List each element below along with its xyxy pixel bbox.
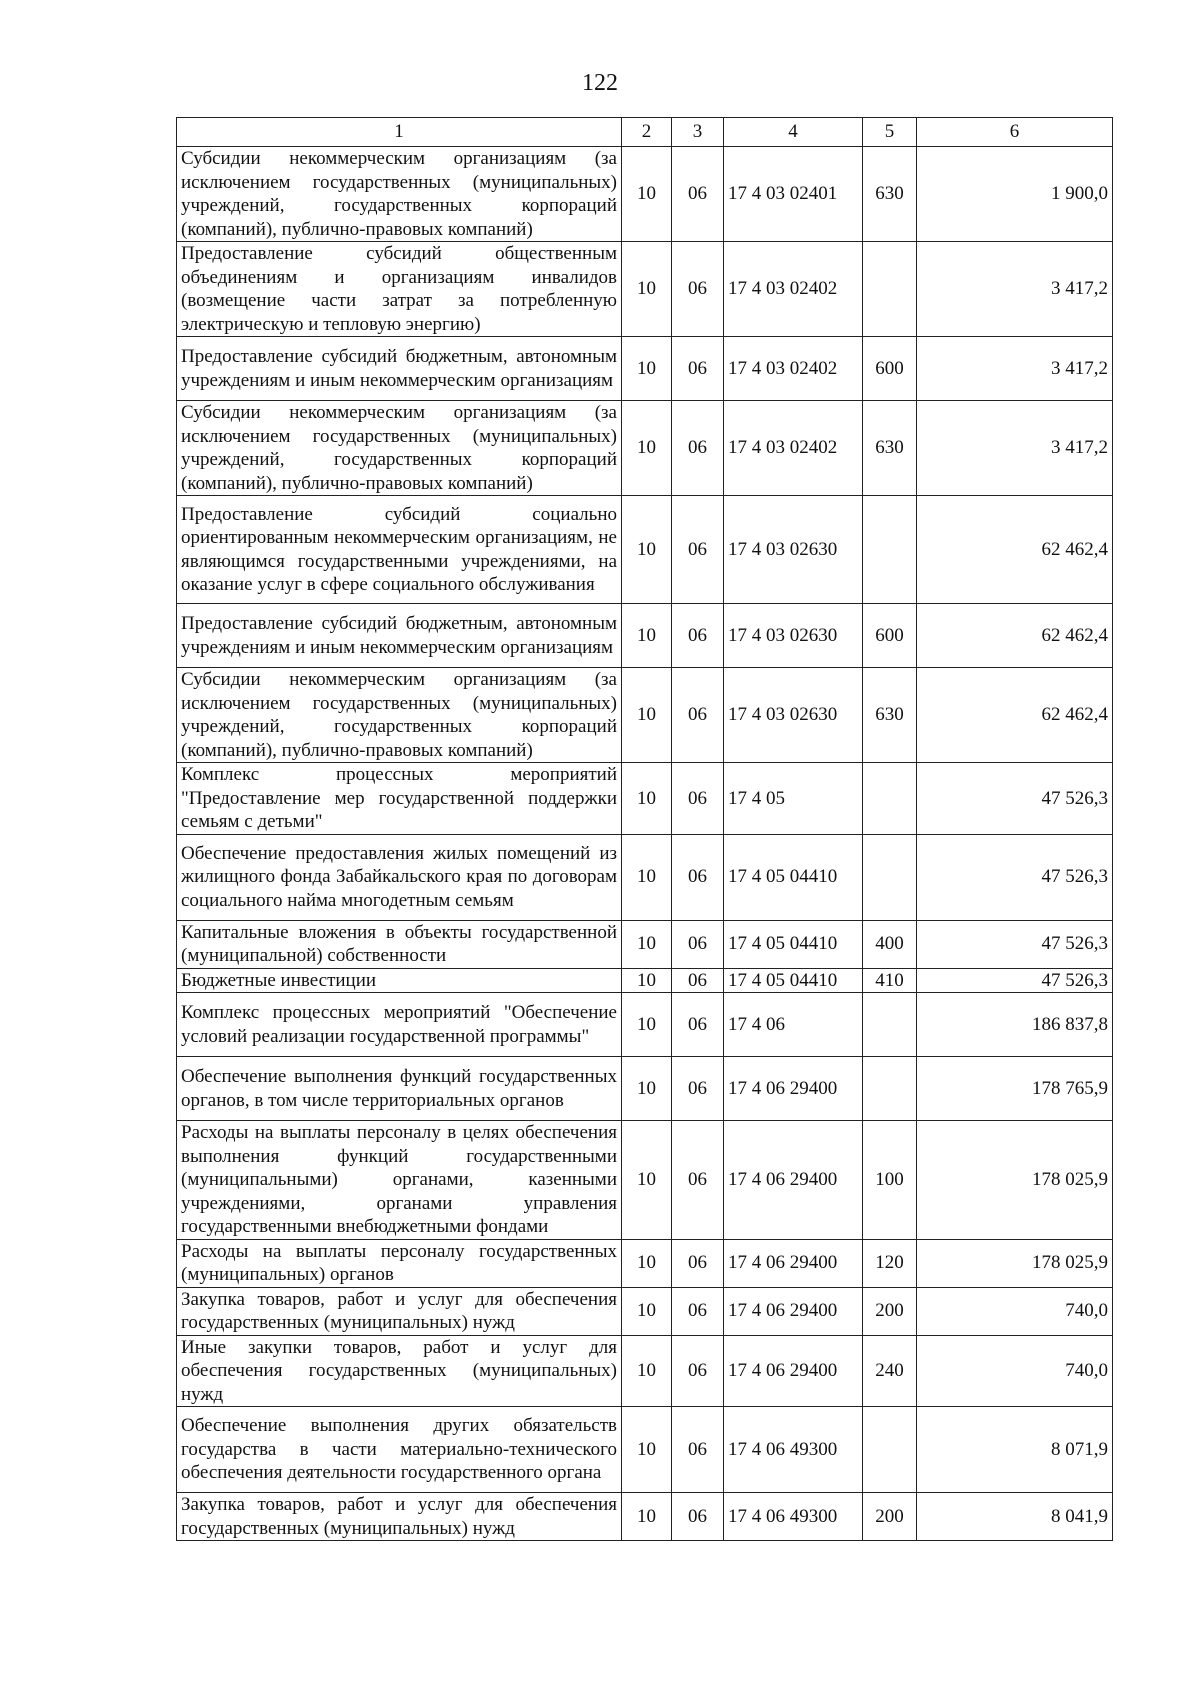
table-row [177,1335,1113,1407]
row-target-code: 17 4 06 49300 [724,1407,863,1493]
row-section: 10 [622,242,672,337]
table-row [177,147,1113,242]
column-header-3: 3 [672,118,724,147]
row-name: Обеспечение предоставления жилых помещений из жилищного фонда Забайкальского края по договорам социального найма многодетным семьям [177,834,622,920]
row-section: 10 [622,1239,672,1287]
row-subsection: 06 [672,401,724,496]
row-amount: 47 526,3 [917,763,1113,835]
row-name: Комплекс процессных мероприятий "Обеспечение условий реализации государственной программы" [177,993,622,1057]
row-section: 10 [622,1493,672,1541]
row-amount: 740,0 [917,1335,1113,1407]
row-expense-type: 100 [863,1121,917,1240]
row-target-code: 17 4 03 02402 [724,401,863,496]
row-amount: 178 025,9 [917,1121,1113,1240]
row-amount: 47 526,3 [917,834,1113,920]
row-subsection: 06 [672,993,724,1057]
row-name: Расходы на выплаты персоналу в целях обеспечения выполнения функций государственными (муниципальными) органами, казенными учреждениями, органами управления государственными внебюджетными фондами [177,1121,622,1240]
row-amount: 62 462,4 [917,604,1113,668]
row-section: 10 [622,496,672,604]
row-section: 10 [622,401,672,496]
row-subsection: 06 [672,834,724,920]
row-target-code: 17 4 06 29400 [724,1239,863,1287]
row-name: Комплекс процессных мероприятий "Предоставление мер государственной поддержки семьям с детьми" [177,763,622,835]
row-expense-type [863,834,917,920]
row-name: Субсидии некоммерческим организациям (за исключением государственных (муниципальных) учреждений, государственных корпораций (компаний), публично-правовых компаний) [177,147,622,242]
row-expense-type: 630 [863,401,917,496]
row-subsection: 06 [672,968,724,993]
row-expense-type: 200 [863,1287,917,1335]
row-target-code: 17 4 03 02402 [724,242,863,337]
budget-table [176,117,1113,1541]
table-row [177,763,1113,835]
row-target-code: 17 4 06 [724,993,863,1057]
row-target-code: 17 4 06 29400 [724,1121,863,1240]
row-section: 10 [622,993,672,1057]
row-section: 10 [622,1287,672,1335]
table-row [177,968,1113,993]
row-name: Субсидии некоммерческим организациям (за исключением государственных (муниципальных) учреждений, государственных корпораций (компаний), публично-правовых компаний) [177,668,622,763]
row-target-code: 17 4 05 04410 [724,968,863,993]
row-target-code: 17 4 05 [724,763,863,835]
row-section: 10 [622,147,672,242]
row-expense-type: 240 [863,1335,917,1407]
row-section: 10 [622,834,672,920]
row-name: Предоставление субсидий бюджетным, автономным учреждениям и иным некоммерческим организациям [177,604,622,668]
row-name: Обеспечение выполнения других обязательств государства в части материально-технического обеспечения деятельности государственного органа [177,1407,622,1493]
row-target-code: 17 4 05 04410 [724,920,863,968]
row-subsection: 06 [672,147,724,242]
row-section: 10 [622,337,672,401]
row-amount: 740,0 [917,1287,1113,1335]
row-target-code: 17 4 03 02402 [724,337,863,401]
row-amount: 3 417,2 [917,401,1113,496]
table-row [177,1287,1113,1335]
row-amount: 47 526,3 [917,968,1113,993]
row-section: 10 [622,920,672,968]
table-row [177,401,1113,496]
row-subsection: 06 [672,1493,724,1541]
row-target-code: 17 4 05 04410 [724,834,863,920]
row-target-code: 17 4 03 02401 [724,147,863,242]
row-amount: 186 837,8 [917,993,1113,1057]
row-name: Предоставление субсидий бюджетным, автономным учреждениям и иным некоммерческим организациям [177,337,622,401]
row-name: Капитальные вложения в объекты государственной (муниципальной) собственности [177,920,622,968]
row-amount: 8 071,9 [917,1407,1113,1493]
row-target-code: 17 4 06 29400 [724,1287,863,1335]
row-expense-type: 400 [863,920,917,968]
row-subsection: 06 [672,1287,724,1335]
row-subsection: 06 [672,668,724,763]
row-name: Предоставление субсидий социально ориентированным некоммерческим организациям, не являющимся государственными учреждениями, на оказание услуг в сфере социального обслуживания [177,496,622,604]
table-header-row [177,118,1113,147]
column-header-6: 6 [917,118,1113,147]
row-subsection: 06 [672,242,724,337]
table-row [177,834,1113,920]
table-row [177,242,1113,337]
row-name: Бюджетные инвестиции [177,968,622,993]
row-subsection: 06 [672,1121,724,1240]
table-row [177,668,1113,763]
row-section: 10 [622,668,672,763]
row-amount: 3 417,2 [917,242,1113,337]
table-row [177,604,1113,668]
row-section: 10 [622,763,672,835]
row-expense-type: 410 [863,968,917,993]
row-subsection: 06 [672,763,724,835]
row-name: Обеспечение выполнения функций государственных органов, в том числе территориальных органов [177,1057,622,1121]
row-section: 10 [622,1407,672,1493]
row-section: 10 [622,968,672,993]
row-expense-type: 120 [863,1239,917,1287]
row-expense-type: 630 [863,668,917,763]
row-subsection: 06 [672,1239,724,1287]
row-amount: 62 462,4 [917,668,1113,763]
row-section: 10 [622,604,672,668]
row-subsection: 06 [672,920,724,968]
row-expense-type [863,242,917,337]
row-subsection: 06 [672,604,724,668]
row-expense-type: 600 [863,604,917,668]
row-expense-type [863,496,917,604]
row-expense-type [863,1057,917,1121]
table-body [177,147,1113,1541]
row-expense-type: 630 [863,147,917,242]
row-expense-type [863,993,917,1057]
row-expense-type [863,1407,917,1493]
column-header-5: 5 [863,118,917,147]
row-amount: 1 900,0 [917,147,1113,242]
table-row [177,1407,1113,1493]
row-target-code: 17 4 06 29400 [724,1057,863,1121]
column-header-1: 1 [177,118,622,147]
row-name: Субсидии некоммерческим организациям (за исключением государственных (муниципальных) учреждений, государственных корпораций (компаний), публично-правовых компаний) [177,401,622,496]
row-name: Иные закупки товаров, работ и услуг для обеспечения государственных (муниципальных) нужд [177,1335,622,1407]
row-amount: 62 462,4 [917,496,1113,604]
row-section: 10 [622,1057,672,1121]
row-name: Закупка товаров, работ и услуг для обеспечения государственных (муниципальных) нужд [177,1493,622,1541]
column-header-4: 4 [724,118,863,147]
row-subsection: 06 [672,337,724,401]
row-amount: 178 025,9 [917,1239,1113,1287]
row-expense-type: 600 [863,337,917,401]
row-name: Расходы на выплаты персоналу государственных (муниципальных) органов [177,1239,622,1287]
table-row [177,337,1113,401]
row-name: Закупка товаров, работ и услуг для обеспечения государственных (муниципальных) нужд [177,1287,622,1335]
row-amount: 3 417,2 [917,337,1113,401]
row-name: Предоставление субсидий общественным объединениям и организациям инвалидов (возмещение части затрат за потребленную электрическую и тепловую энергию) [177,242,622,337]
row-subsection: 06 [672,1335,724,1407]
row-subsection: 06 [672,1407,724,1493]
row-amount: 178 765,9 [917,1057,1113,1121]
row-section: 10 [622,1121,672,1240]
table-row [177,1121,1113,1240]
page-number: 122 [582,70,618,96]
table-row [177,1239,1113,1287]
row-expense-type [863,763,917,835]
row-target-code: 17 4 06 29400 [724,1335,863,1407]
table-row [177,920,1113,968]
row-target-code: 17 4 03 02630 [724,496,863,604]
row-expense-type: 200 [863,1493,917,1541]
row-subsection: 06 [672,1057,724,1121]
column-header-2: 2 [622,118,672,147]
row-amount: 47 526,3 [917,920,1113,968]
table-row [177,496,1113,604]
table-row [177,993,1113,1057]
table-row [177,1057,1113,1121]
row-target-code: 17 4 03 02630 [724,604,863,668]
row-target-code: 17 4 03 02630 [724,668,863,763]
row-section: 10 [622,1335,672,1407]
row-amount: 8 041,9 [917,1493,1113,1541]
table-row [177,1493,1113,1541]
row-subsection: 06 [672,496,724,604]
row-target-code: 17 4 06 49300 [724,1493,863,1541]
